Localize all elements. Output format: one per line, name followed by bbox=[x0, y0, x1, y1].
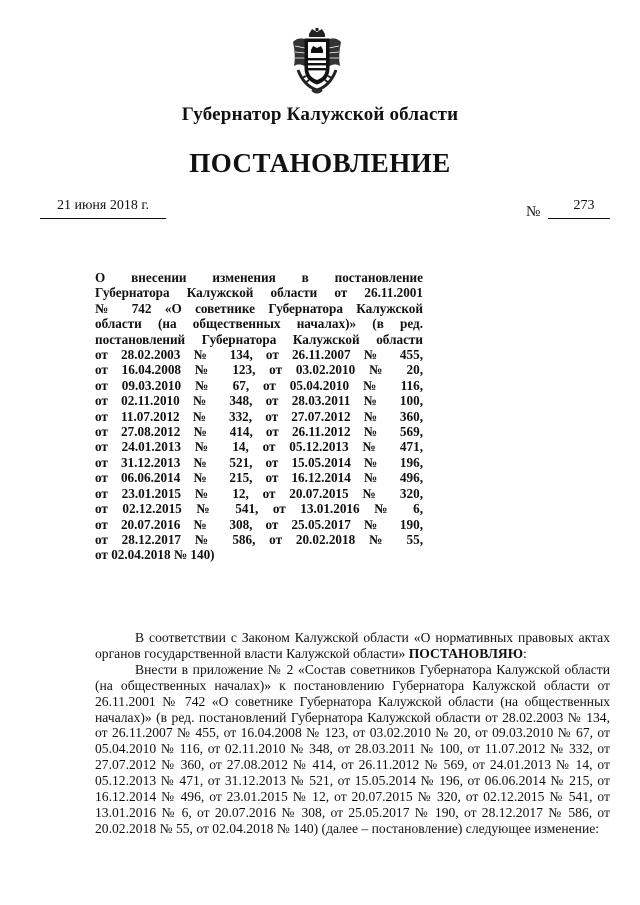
item-paragraph: Внести в приложение № 2 «Состав советников Губернатора Калужской области (на общественных началах)» к постановлению Губернатора Калужской области от 26.11.2001 № 742 «О советнике Губернатора Калужской области (на общественных началах)» (в ред. постановлений Губернатора Калужской области от 28.02.2003 № 134, от 26.11.2007 № 455, от 16.04.2008 № 123, от 03.02.2010 № 20, от 09.03.2010 № 67, от 05.04.2010 № 116, от 02.11.2010 № 348, от 28.03.2011 № 100, от 11.07.2012 № 332, от 27.07.2012 № 360, от 27.08.2012 № 414, от 26.11.2012 № 569, от 24.01.2013 № 14, от 05.12.2013 № 471, от 31.12.2013 № 521, от 15.05.2014 № 196, от 06.06.2014 № 215, от 16.12.2014 № 496, от 23.01.2015 № 12, от 20.07.2015 № 320, от 02.12.2015 № 541, от 13.01.2016 № 6, от 20.07.2016 № 308, от 25.05.2017 № 190, от 28.12.2017 № 586, от 20.02.2018 № 55, от 02.04.2018 № 140) (далее – постановление) следующее изменение: bbox=[95, 661, 610, 836]
document-type-heading: ПОСТАНОВЛЕНИЕ bbox=[189, 148, 451, 178]
preamble-text: В соответствии с Законом Калужской области «О нормативных правовых актах органов государственной власти Калужской области» bbox=[95, 630, 610, 661]
title-line: области (на общественных началах)» (в ред. bbox=[95, 316, 423, 332]
title-line: от 02.11.2010 № 348, от 28.03.2011 № 100, bbox=[95, 393, 423, 409]
title-line: от 24.01.2013 № 14, от 05.12.2013 № 471, bbox=[95, 439, 423, 455]
title-line: от 02.12.2015 № 541, от 13.01.2016 № 6, bbox=[95, 501, 423, 517]
number-sign: № bbox=[526, 204, 541, 220]
document-date: 21 июня 2018 г. bbox=[56, 198, 150, 213]
title-line: от 16.04.2008 № 123, от 03.02.2010 № 20, bbox=[95, 362, 423, 378]
decree-keyword: ПОСТАНОВЛЯЮ bbox=[408, 645, 524, 661]
title-line: от 06.06.2014 № 215, от 16.12.2014 № 496, bbox=[95, 470, 423, 486]
document-title bbox=[95, 270, 423, 563]
title-line: от 23.01.2015 № 12, от 20.07.2015 № 320, bbox=[95, 485, 423, 501]
title-line: от 28.02.2003 № 134, от 26.11.2007 № 455, bbox=[95, 347, 423, 363]
title-line: от 27.08.2012 № 414, от 26.11.2012 № 569, bbox=[95, 424, 423, 440]
date-underline bbox=[40, 218, 166, 219]
title-line: от 09.03.2010 № 67, от 05.04.2010 № 116, bbox=[95, 377, 423, 393]
coat-of-arms-icon bbox=[290, 28, 344, 96]
title-line: постановлений Губернатора Калужской области bbox=[95, 331, 423, 347]
title-line: от 31.12.2013 № 521, от 15.05.2014 № 196, bbox=[95, 454, 423, 470]
document-body bbox=[95, 630, 610, 837]
preamble-paragraph bbox=[95, 630, 610, 662]
title-line: № 742 «О советнике Губернатора Калужской bbox=[95, 300, 423, 316]
title-line: О внесении изменения в постановление bbox=[95, 270, 423, 285]
issuing-authority: Губернатор Калужской области bbox=[181, 104, 459, 125]
title-line: от 20.07.2016 № 308, от 25.05.2017 № 190, bbox=[95, 516, 423, 532]
preamble-colon: : bbox=[523, 645, 527, 661]
title-line: Губернатора Калужской области от 26.11.2001 bbox=[95, 285, 423, 301]
title-line: от 28.12.2017 № 586, от 20.02.2018 № 55, bbox=[95, 531, 423, 547]
title-line: от 11.07.2012 № 332, от 27.07.2012 № 360, bbox=[95, 408, 423, 424]
document-number: 273 bbox=[573, 198, 595, 213]
title-line: от 02.04.2018 № 140) bbox=[95, 547, 215, 563]
number-underline bbox=[548, 218, 610, 219]
